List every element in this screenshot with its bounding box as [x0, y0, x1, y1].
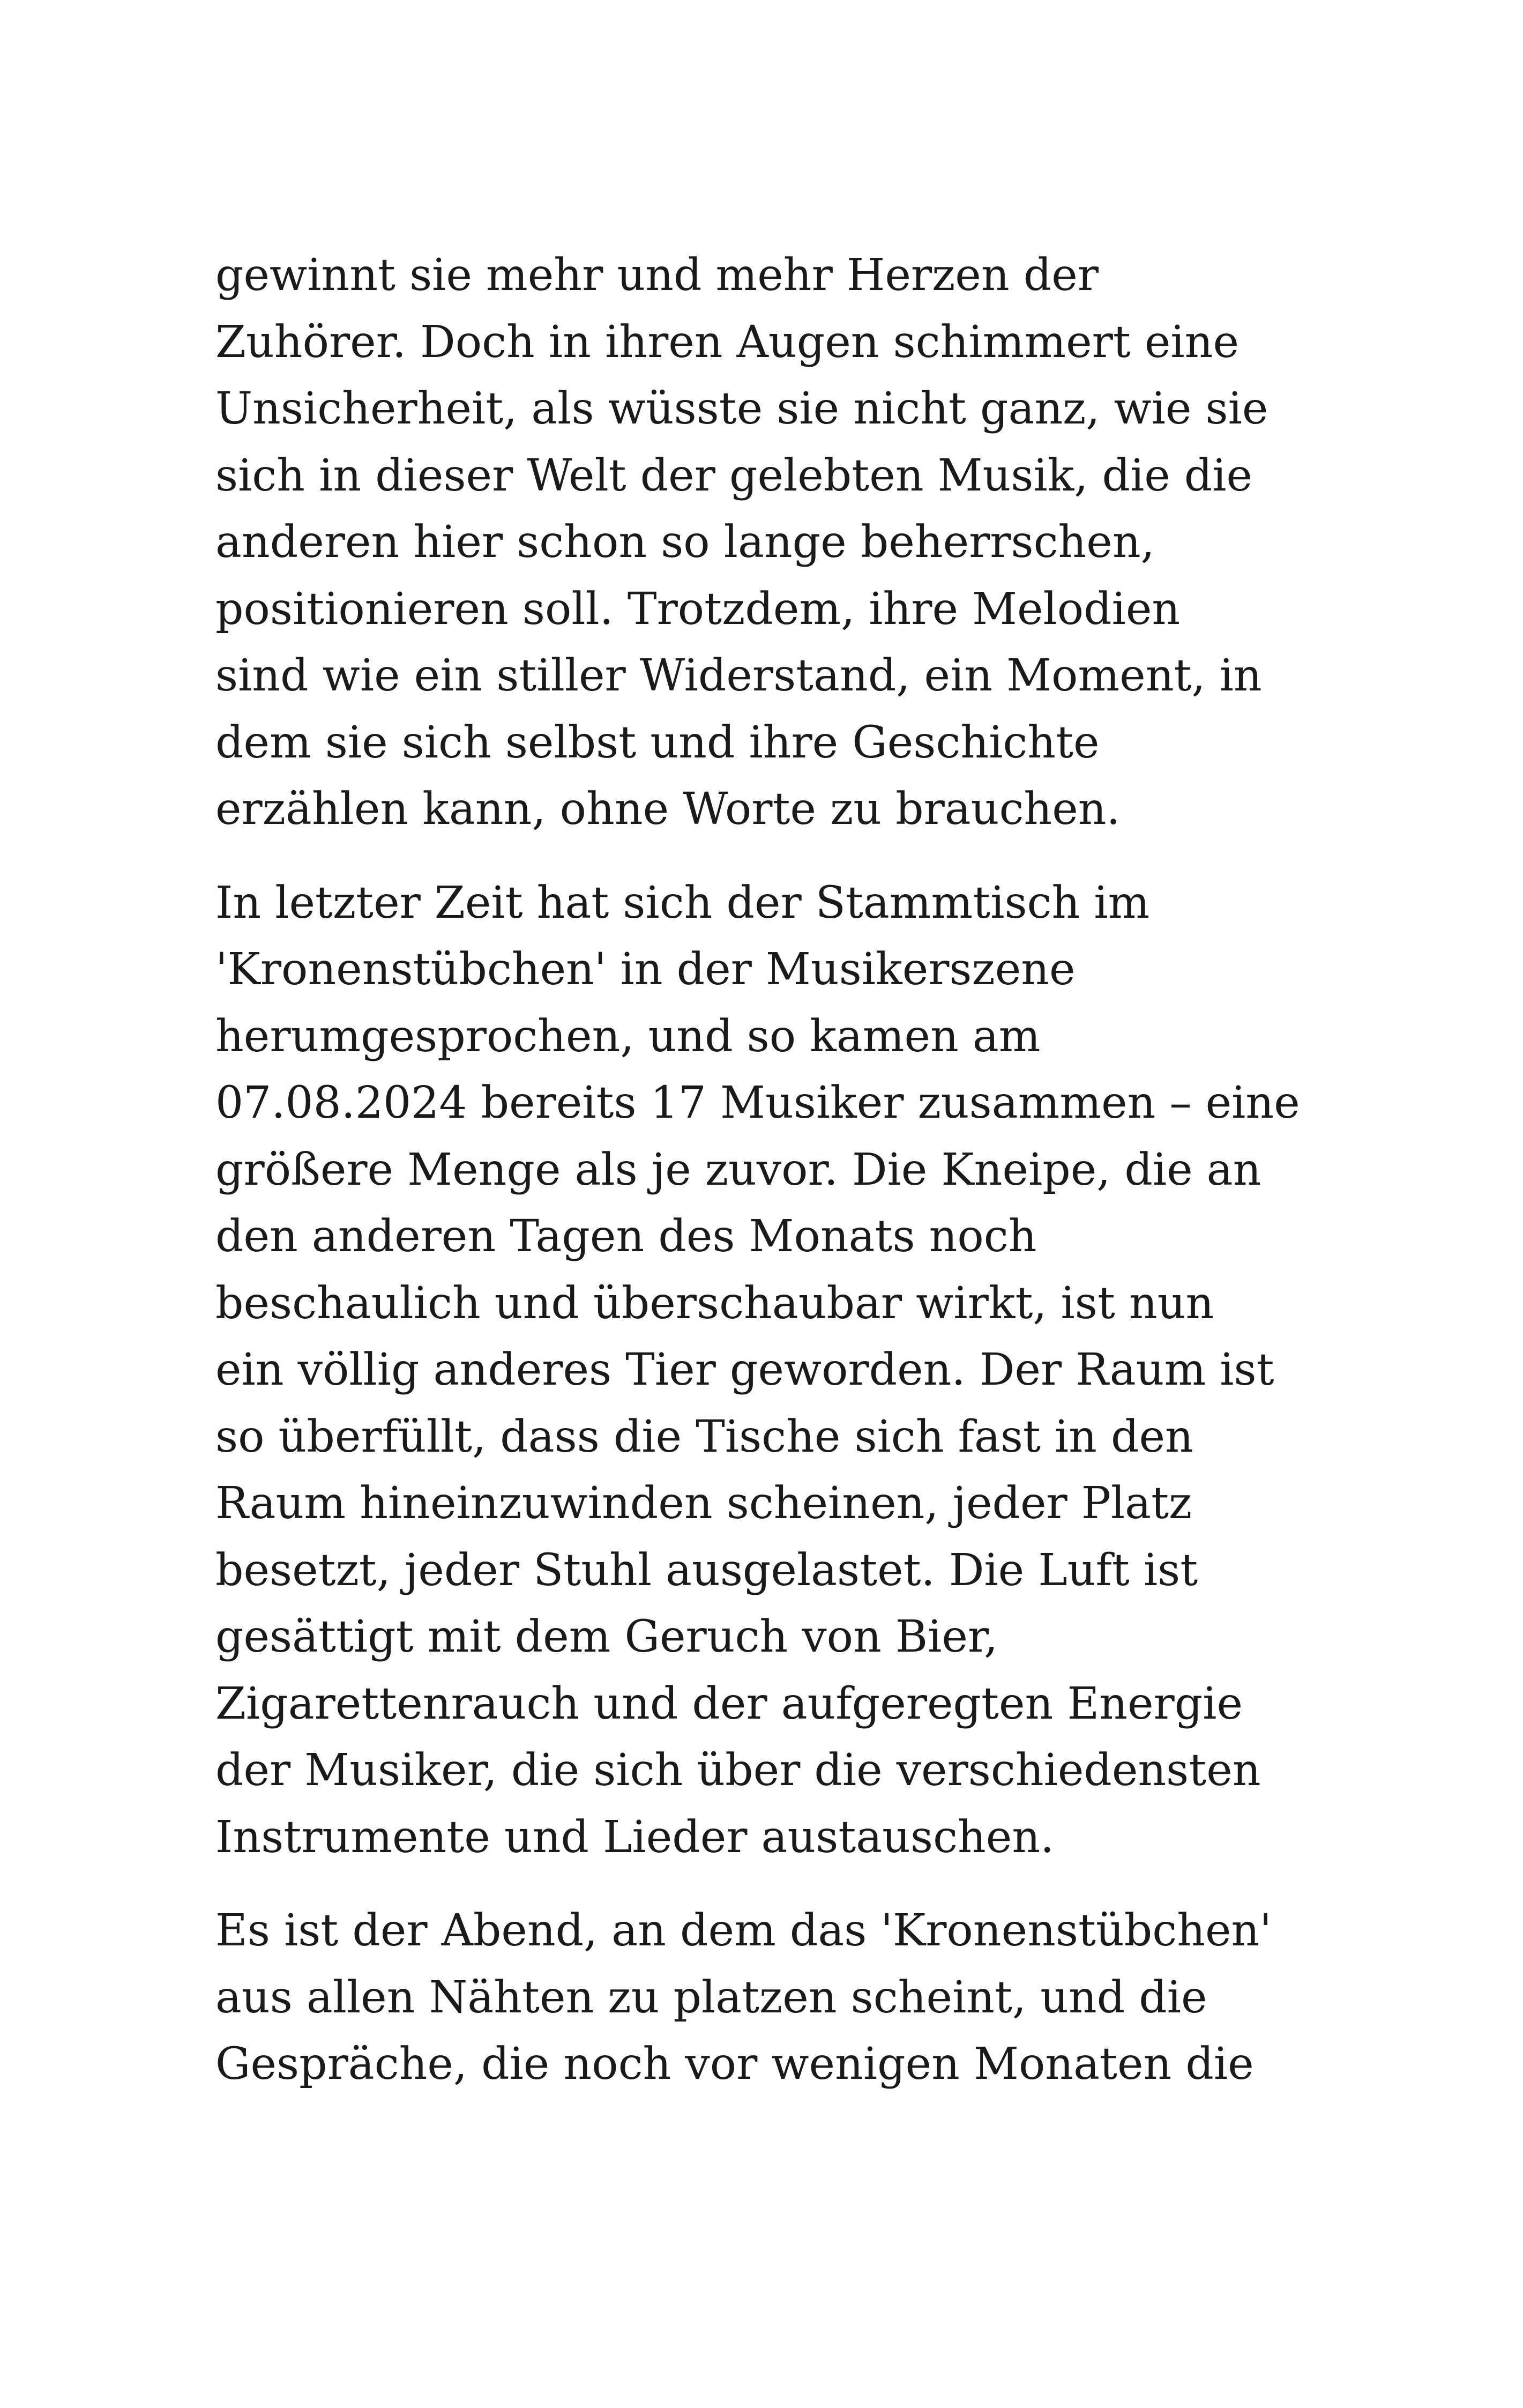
text-line: so überfüllt, dass die Tische sich fast in den — [215, 1411, 1193, 1462]
text-line: der Musiker, die sich über die verschiedensten — [215, 1745, 1261, 1796]
text-line: Gespräche, die noch vor wenigen Monaten die — [215, 2039, 1254, 2090]
text-line: Zuhörer. Doch in ihren Augen schimmert eine — [215, 316, 1239, 368]
text-line: 07.08.2024 bereits 17 Musiker zusammen – eine — [215, 1077, 1300, 1128]
text-line: größere Menge als je zuvor. Die Kneipe, die an — [215, 1144, 1261, 1195]
body-text — [215, 242, 1330, 2125]
text-line: In letzter Zeit hat sich der Stammtisch im — [215, 877, 1150, 928]
paragraph-3 — [215, 1898, 1330, 2098]
text-line: besetzt, jeder Stuhl ausgelastet. Die Luft ist — [215, 1544, 1198, 1596]
text-line: Unsicherheit, als wüsste sie nicht ganz, wie sie — [215, 383, 1268, 434]
text-line: gewinnt sie mehr und mehr Herzen der — [215, 250, 1099, 301]
text-line: erzählen kann, ohne Worte zu brauchen. — [215, 784, 1121, 835]
text-line: sich in dieser Welt der gelebten Musik, die die — [215, 450, 1253, 501]
paragraph-2 — [215, 870, 1330, 1871]
text-line: beschaulich und überschaubar wirkt, ist nun — [215, 1277, 1214, 1329]
text-line: den anderen Tagen des Monats noch — [215, 1211, 1037, 1262]
text-line: Raum hineinzuwinden scheinen, jeder Platz — [215, 1478, 1192, 1529]
text-line: Instrumente und Lieder austauschen. — [215, 1811, 1055, 1863]
text-line: ein völlig anderes Tier geworden. Der Raum ist — [215, 1344, 1274, 1395]
text-line: gesättigt mit dem Geruch von Bier, — [215, 1611, 998, 1662]
text-line: positionieren soll. Trotzdem, ihre Melodien — [215, 583, 1181, 635]
text-line: 'Kronenstübchen' in der Musikerszene — [215, 944, 1076, 995]
text-line: anderen hier schon so lange beherrschen, — [215, 517, 1155, 568]
text-line: herumgesprochen, und so kamen am — [215, 1010, 1041, 1062]
text-line: dem sie sich selbst und ihre Geschichte — [215, 717, 1100, 768]
text-line: aus allen Nähten zu platzen scheint, und die — [215, 1972, 1207, 2023]
text-line: sind wie ein stiller Widerstand, ein Moment, in — [215, 650, 1262, 701]
text-line: Es ist der Abend, an dem das 'Kronenstübchen' — [215, 1905, 1272, 1956]
paragraph-1 — [215, 242, 1330, 843]
text-line: Zigarettenrauch und der aufgeregten Energie — [215, 1678, 1243, 1729]
